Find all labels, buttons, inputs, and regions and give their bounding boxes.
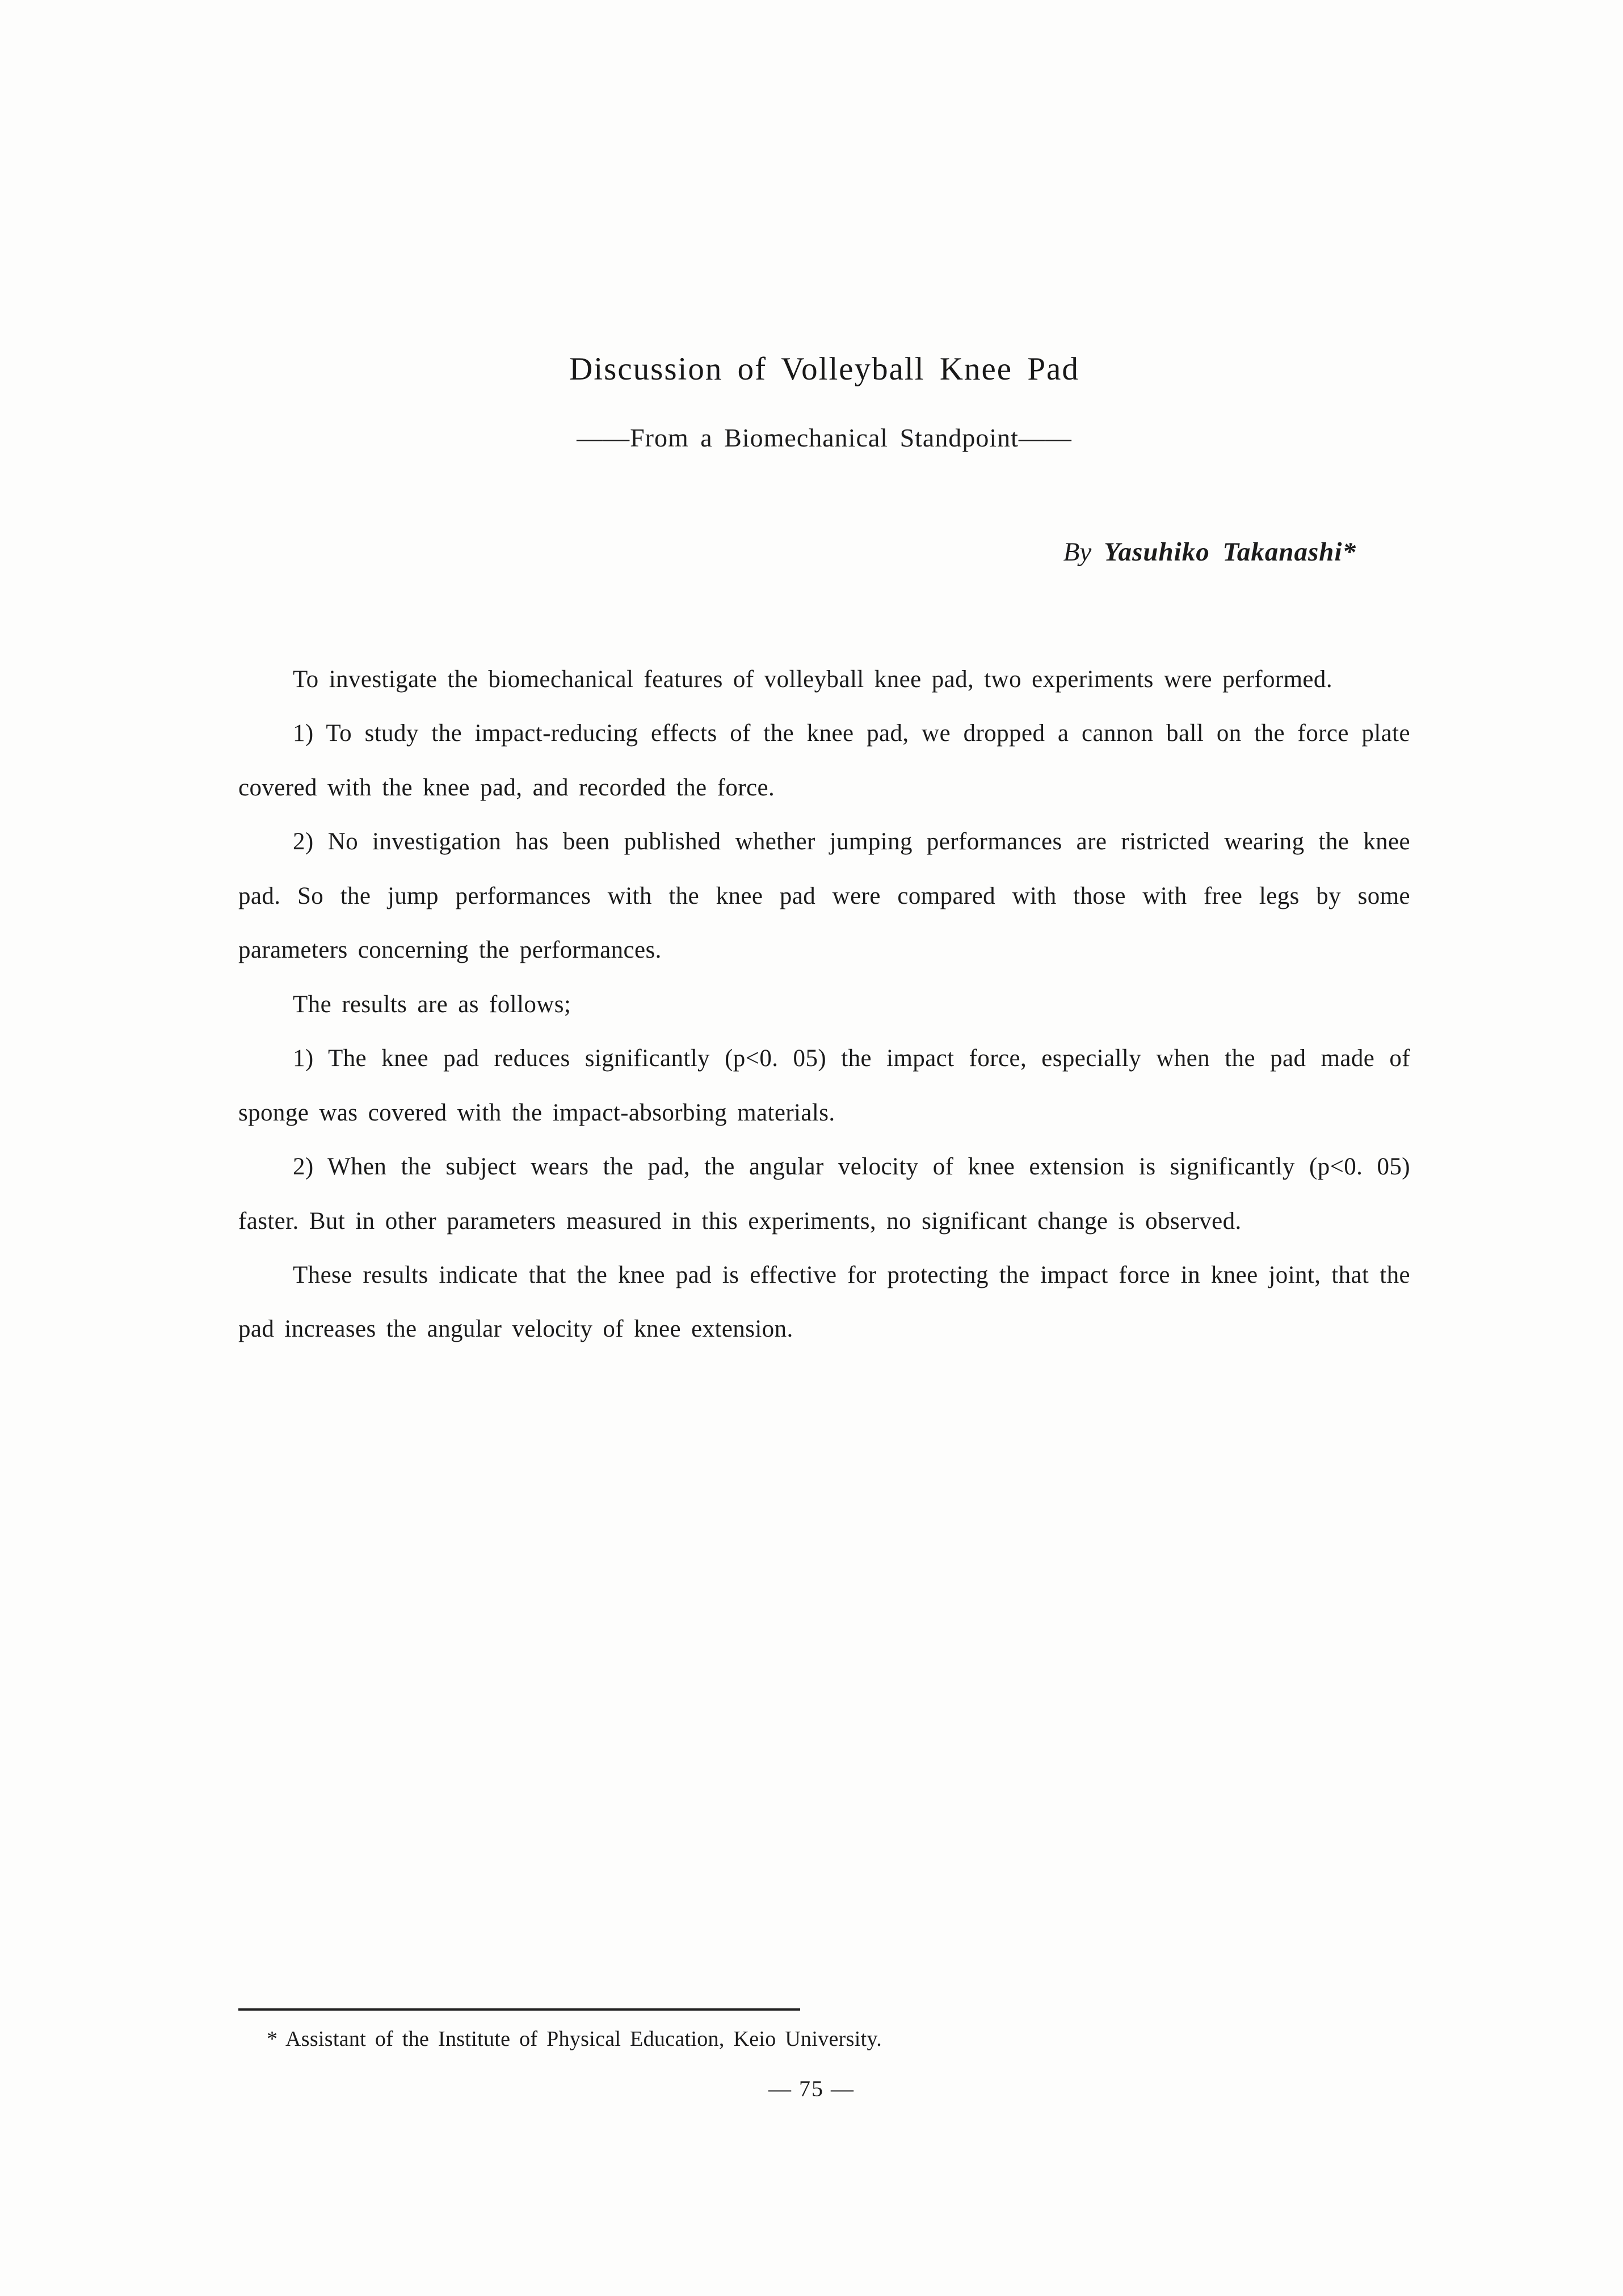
- author-name: Yasuhiko Takanashi*: [1104, 537, 1356, 567]
- page-subtitle: ——From a Biomechanical Standpoint——: [577, 423, 1072, 452]
- paragraph-method-2: 2) No investigation has been published whether jumping performances are ristricted wearing the knee pad. So the jump performances with the knee pad were compared with those with free legs by some parameters concerning the performances.: [238, 828, 1410, 964]
- paragraph-result-1: 1) The knee pad reduces significantly (p<0. 05) the impact force, especially when the pad made of sponge was covered with the impact-absorbing materials.: [238, 1045, 1410, 1126]
- footnote-rule: [238, 2008, 800, 2011]
- paragraph-intro: To investigate the biomechanical features of volleyball knee pad, two experiments were performed.: [293, 666, 1332, 693]
- byline: [238, 537, 1410, 567]
- footnote-text: * Assistant of the Institute of Physical Education, Keio University.: [267, 2027, 882, 2051]
- abstract-body: [238, 652, 1410, 1356]
- byline-prefix: By: [1063, 537, 1092, 567]
- paragraph-results-lead: The results are as follows;: [293, 991, 571, 1018]
- page-title: Discussion of Volleyball Knee Pad: [569, 351, 1079, 387]
- page-footer: [0, 2008, 1623, 2102]
- paragraph-result-2: 2) When the subject wears the pad, the angular velocity of knee extension is significantly (p<0. 05) faster. But in other parameters measured in this experiments, no significant change is observed.: [238, 1153, 1410, 1235]
- page-number: — 75 —: [768, 2076, 855, 2101]
- page-content: [238, 0, 1410, 1356]
- paragraph-conclusion: These results indicate that the knee pad is effective for protecting the impact force in knee joint, that the pad increases the angular velocity of knee extension.: [238, 1261, 1410, 1343]
- paragraph-method-1: 1) To study the impact-reducing effects of the knee pad, we dropped a cannon ball on the force plate covered with the knee pad, and recorded the force.: [238, 720, 1410, 801]
